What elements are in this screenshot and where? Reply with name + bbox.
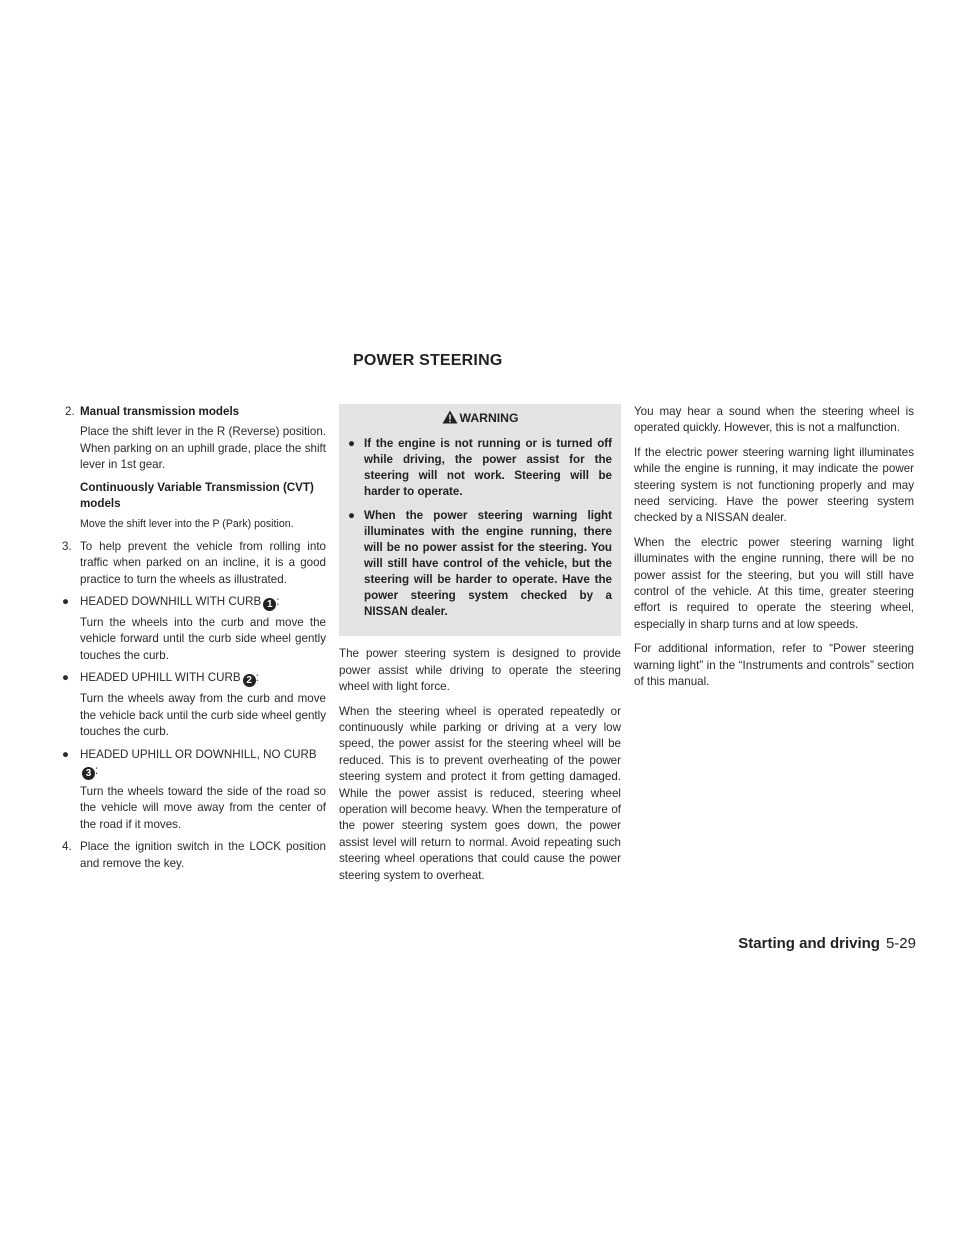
warning-box: [339, 404, 621, 636]
paragraph: The power steering system is designed to provide power assist while driving to operate the steering wheel with light force.: [339, 647, 621, 694]
chapter-name: Starting and driving: [738, 935, 880, 952]
bullet-icon: ●: [62, 595, 70, 609]
callout-2-icon: 2: [243, 674, 256, 687]
step-2-text: Place the shift lever in the R (Reverse) position. When parking on an uphill grade, place the shift lever in 1st gear.: [80, 425, 326, 472]
column-1: [60, 404, 326, 878]
column-2: [339, 404, 621, 892]
bullet-no-curb: [60, 747, 326, 834]
step-4-text: Place the ignition switch in the LOCK position and remove the key.: [80, 840, 326, 870]
step-number: 4.: [62, 840, 72, 854]
page-number: 5-29: [885, 935, 916, 952]
bullet-text: Turn the wheels into the curb and move the vehicle forward until the curb side wheel gently touches the curb.: [80, 616, 326, 662]
cvt-text: Move the shift lever into the P (Park) position.: [80, 518, 294, 531]
callout-1-icon: 1: [263, 598, 276, 611]
section-title: POWER STEERING: [353, 352, 503, 369]
callout-3-icon: 3: [82, 767, 95, 780]
bullet-icon: ●: [62, 671, 70, 685]
step-3: [60, 539, 326, 588]
cvt-title: Continuously Variable Transmission (CVT) models: [80, 480, 314, 511]
step-2: [60, 404, 326, 533]
bullet-icon: ●: [62, 747, 70, 761]
step-number: 2.: [65, 405, 75, 418]
bullet-label: HEADED UPHILL OR DOWNHILL, NO CURB3 :: [80, 747, 317, 779]
step-number: 3.: [62, 539, 72, 553]
warning-item: ● When the power steering warning light illuminates with the engine running, there will be no power assist for the steering. You will still have control of the vehicle, but the steering will be harder to operate. Have the power steering system checked by a NISSAN dealer.: [348, 509, 612, 619]
step-4: [60, 839, 326, 872]
bullet-icon: ●: [348, 509, 356, 523]
warning-header: WARNING: [348, 410, 612, 428]
paragraph: When the steering wheel is operated repeatedly or continuously while parking or driving at a very low speed, the power assist for the steering wheel will be reduced. This is to prevent overheating of the power steering system and protect it from getting damaged. While the power assist is reduced, steering wheel operation will become heavy. When the temperature of the power steering system goes down, the power assist level will return to normal. Avoid repeating such steering wheel operations that could cause the power steering system to overheat.: [339, 704, 621, 882]
paragraph: If the electric power steering warning light illuminates while the engine is running, it may indicate the power steering system is not functioning properly and may need servicing. Have the power steering system checked by a NISSAN dealer.: [634, 445, 914, 525]
bullet-uphill-curb: [60, 670, 326, 740]
bullet-text: Turn the wheels away from the curb and move the vehicle back until the curb side wheel gently touches the curb.: [80, 692, 326, 739]
warning-triangle-icon: [442, 410, 458, 428]
page-footer: [738, 935, 916, 952]
paragraph: For additional information, refer to “Power steering warning light” in the “Instruments and controls” section of this manual.: [634, 642, 914, 689]
warning-item: ● If the engine is not running or is turned off while driving, the power assist for the steering will not work. Steering will be harder to operate.: [348, 437, 612, 499]
bullet-icon: ●: [348, 437, 356, 451]
bullet-label: HEADED UPHILL WITH CURB 2 :: [80, 671, 259, 687]
bullet-downhill-curb: [60, 594, 326, 664]
column-3: [634, 404, 914, 699]
bullet-label: HEADED DOWNHILL WITH CURB 1 :: [80, 595, 280, 611]
paragraph: You may hear a sound when the steering wheel is operated quickly. However, this is not a malfunction.: [634, 405, 914, 435]
bullet-text: Turn the wheels toward the side of the road so the vehicle will move away from the center of the road if it moves.: [80, 784, 326, 831]
step-2-title: Manual transmission models: [80, 405, 240, 418]
step-3-text: To help prevent the vehicle from rolling into traffic when parked on an incline, it is a good practice to turn the wheels as illustrated.: [80, 539, 326, 586]
paragraph: When the electric power steering warning light illuminates with the engine running, there will be no power assist for the steering, but you will still have control of the vehicle. At this time, greater steering effort is required to operate the steering wheel, especially in sharp turns and at low speeds.: [634, 535, 914, 631]
